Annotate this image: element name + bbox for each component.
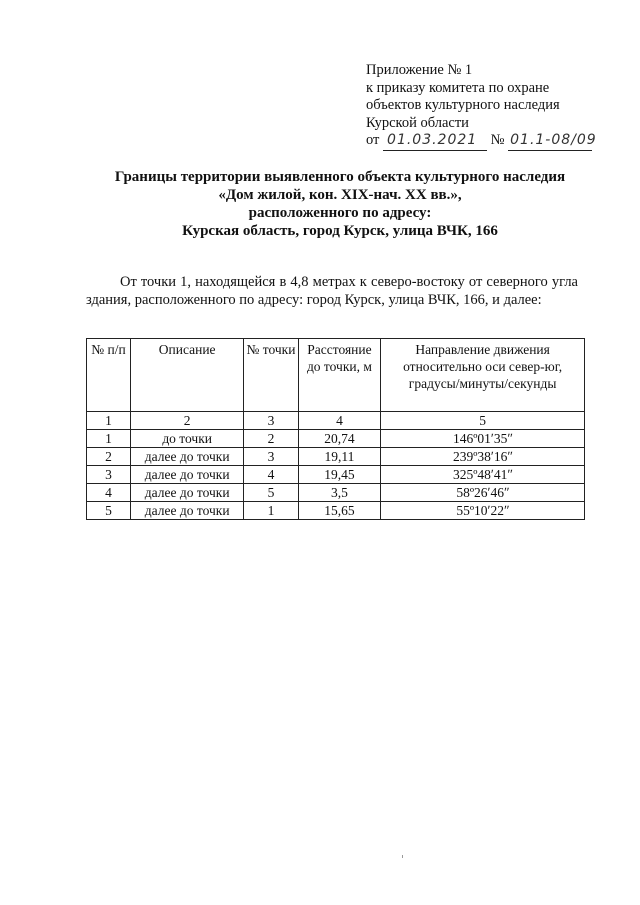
boundary-table	[86, 338, 585, 520]
table-cell: 3	[244, 448, 298, 466]
scan-speck	[402, 855, 403, 858]
table-cell: 2	[131, 412, 244, 430]
table-cell: 58º26ʹ46ʺ	[381, 484, 585, 502]
appendix-order-line: к приказу комитета по охране	[366, 79, 550, 96]
table-row	[87, 430, 585, 448]
title-line-1: Границы территории выявленного объекта культурного наследия	[114, 169, 566, 185]
header-index: № п/п	[87, 339, 131, 412]
intro-paragraph: От точки 1, находящейся в 4,8 метрах к северо-востоку от северного угла здания, расположенного по адресу: город Курск, улица ВЧК, 166, и далее:	[86, 274, 578, 308]
table-cell: 20,74	[298, 430, 381, 448]
table-cell: далее до точки	[131, 466, 244, 484]
table-cell: 4	[87, 484, 131, 502]
table-cell: 3	[87, 466, 131, 484]
table-row	[87, 484, 585, 502]
table-cell: 19,11	[298, 448, 381, 466]
title-line-4: Курская область, город Курск, улица ВЧК, 166	[182, 223, 498, 239]
table-cell: до точки	[131, 430, 244, 448]
table-cell: 5	[87, 502, 131, 520]
table-cell: 2	[87, 448, 131, 466]
table-cell: 4	[298, 412, 381, 430]
handwritten-date: 01.03.2021	[383, 132, 487, 151]
table-cell: далее до точки	[131, 502, 244, 520]
appendix-header	[366, 62, 597, 151]
table-cell: 55º10ʹ22ʺ	[381, 502, 585, 520]
table-cell: 19,45	[298, 466, 381, 484]
date-prefix: от	[366, 132, 380, 148]
table-cell: 15,65	[298, 502, 381, 520]
table-cell: далее до точки	[131, 448, 244, 466]
table-cell: 3	[244, 412, 298, 430]
header-point-number: № точки	[244, 339, 298, 412]
appendix-date-number-line	[366, 132, 597, 151]
table-index-row	[87, 412, 585, 430]
table-cell: 3,5	[298, 484, 381, 502]
table-cell: 2	[244, 430, 298, 448]
header-distance: Расстояние до точки, м	[298, 339, 381, 412]
number-prefix: №	[490, 132, 505, 148]
appendix-heritage-line: объектов культурного наследия	[366, 97, 560, 113]
header-description: Описание	[131, 339, 244, 412]
table-cell: 5	[381, 412, 585, 430]
table-cell: 1	[87, 430, 131, 448]
table-row	[87, 502, 585, 520]
document-title	[60, 168, 620, 240]
table-cell: 5	[244, 484, 298, 502]
title-line-2: «Дом жилой, кон. XIX-нач. XX вв.»,	[218, 187, 462, 203]
header-direction: Направление движения относительно оси север-юг, градусы/минуты/секунды	[381, 339, 585, 412]
appendix-title: Приложение № 1	[366, 62, 473, 78]
table-cell: 1	[87, 412, 131, 430]
handwritten-order-number: 01.1-08/09	[508, 132, 592, 151]
table-cell: 146º01ʹ35ʺ	[381, 430, 585, 448]
title-line-3: расположенного по адресу:	[248, 205, 432, 221]
table-cell: 4	[244, 466, 298, 484]
table-cell: 239º38ʹ16ʺ	[381, 448, 585, 466]
table-cell: далее до точки	[131, 484, 244, 502]
table-row	[87, 448, 585, 466]
table-header-row	[87, 339, 585, 412]
table-cell: 325º48ʹ41ʺ	[381, 466, 585, 484]
appendix-region-line: Курской области	[366, 114, 469, 131]
table-row	[87, 466, 585, 484]
table-cell: 1	[244, 502, 298, 520]
